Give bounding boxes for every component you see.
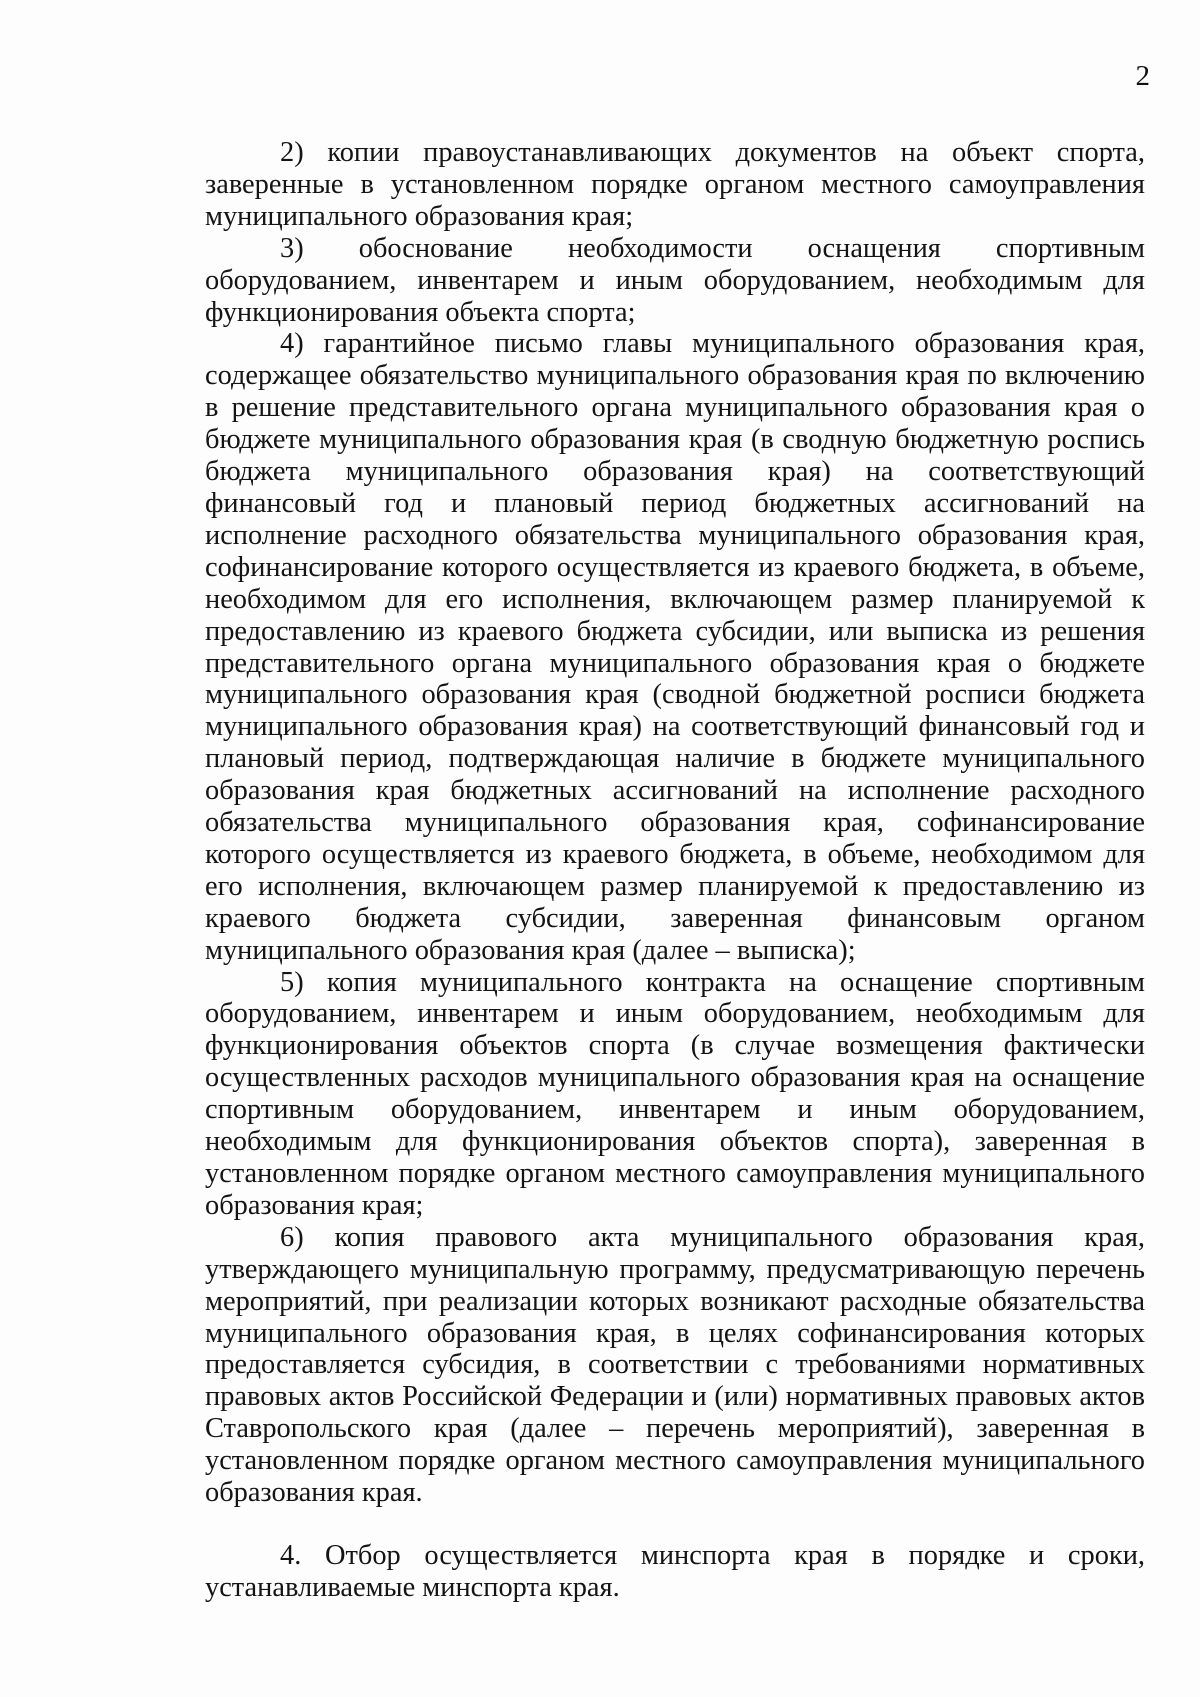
document-body — [205, 137, 1145, 1604]
paragraph-item-4: 4) гарантийное письмо главы муниципального образования края, содержащее обязательство муниципального образования края по включению в решение представительного органа муниципального образования края о бюджете муниципального образования края (в сводную бюджетную роспись бюджета муниципального образования края) на соответствующий финансовый год и плановый период бюджетных ассигнований на исполнение расходного обязательства муниципального образования края, софинансирование которого осуществляется из краевого бюджета, в объеме, необходимом для его исполнения, включающем размер планируемой к предоставлению из краевого бюджета субсидии, или выписка из решения представительного органа муниципального образования края о бюджете муниципального образования края (сводной бюджетной росписи бюджета муниципального образования края) на соответствующий финансовый год и плановый период, подтверждающая наличие в бюджете муниципального образования края бюджетных ассигнований на исполнение расходного обязательства муниципального образования края, софинансирование которого осуществляется из краевого бюджета, в объеме, необходимом для его исполнения, включающем размер планируемой к предоставлению из краевого бюджета субсидии, заверенная финансовым органом муниципального образования края (далее – выписка); — [205, 328, 1145, 966]
paragraph-item-2: 2) копии правоустанавливающих документов на объект спорта, заверенные в установленном порядке органом местного самоуправления муниципального образования края; — [205, 137, 1145, 232]
paragraph-item-5: 5) копия муниципального контракта на оснащение спортивным оборудованием, инвентарем и иным оборудованием, необходимым для функционирования объектов спорта (в случае возмещения фактически осуществленных расходов муниципального образования края на оснащение спортивным оборудованием, инвентарем и иным оборудованием, необходимым для функционирования объектов спорта), заверенная в установленном порядке органом местного самоуправления муниципального образования края; — [205, 966, 1145, 1221]
paragraph-item-3: 3) обоснование необходимости оснащения спортивным оборудованием, инвентарем и иным оборудованием, необходимым для функционирования объекта спорта; — [205, 232, 1145, 328]
paragraph-section-4: 4. Отбор осуществляется минспорта края в порядке и сроки, устанавливаемые минспорта края. — [205, 1539, 1145, 1603]
page-number: 2 — [1135, 60, 1150, 92]
paragraph-item-6: 6) копия правового акта муниципального образования края, утверждающего муниципальную программу, предусматривающую перечень мероприятий, при реализации которых возникают расходные обязательства муниципального образования края, в целях софинансирования которых предоставляется субсидия, в соответствии с требованиями нормативных правовых актов Российской Федерации и (или) нормативных правовых актов Ставропольского края (далее – перечень мероприятий), заверенная в установленном порядке органом местного самоуправления муниципального образования края. — [205, 1221, 1145, 1509]
